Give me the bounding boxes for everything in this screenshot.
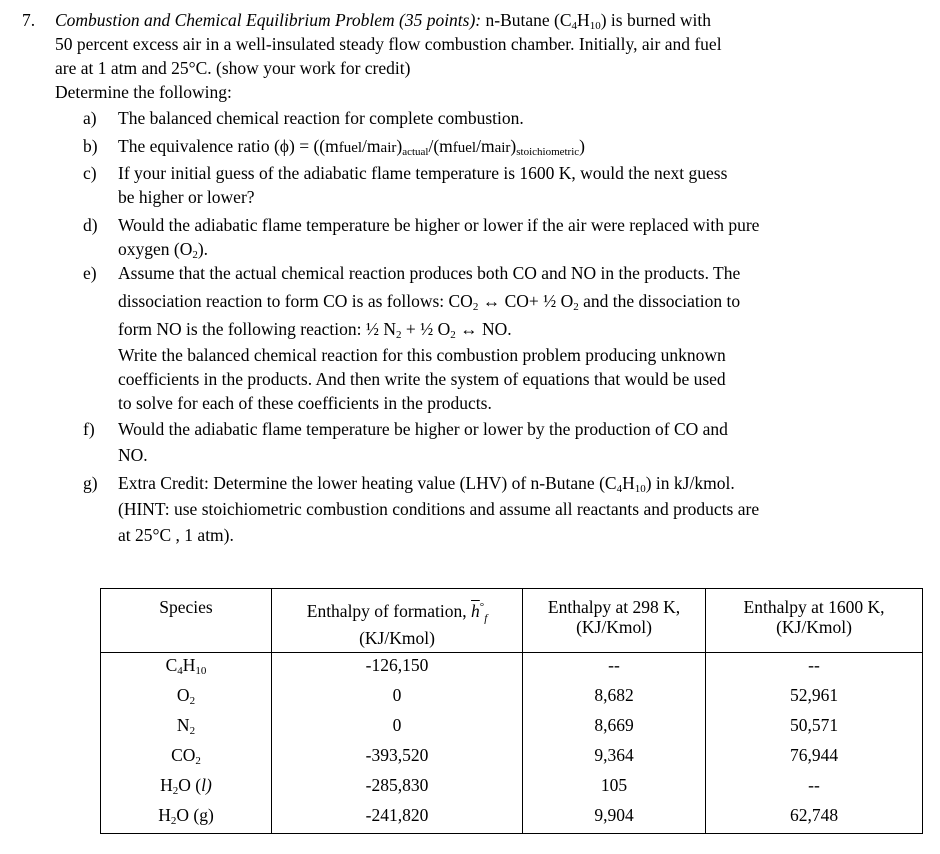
- item-e-line-3: form NO is the following reaction: ½ $N_2$ + ½ $O_2$ ↔ NO.: [118, 319, 512, 341]
- item-a-label: a): [83, 108, 97, 128]
- problem-heading: Combustion and Chemical Equilibrium Problem (35 points): n-Butane $(C_4H_{10})$ is burned with: [55, 10, 712, 32]
- item-d-label: d): [83, 215, 98, 235]
- item-d-line-1: Would the adiabatic flame temperature be higher or lower if the air were replaced with pure: [118, 215, 760, 235]
- table-row: [101, 743, 923, 773]
- item-e-label: e): [83, 263, 97, 283]
- species-cell: $O_2$: [101, 683, 272, 713]
- item-c-line-2: be higher or lower?: [118, 187, 255, 207]
- species-cell: $C_4H_{10}$: [101, 653, 272, 684]
- table-row: [101, 653, 923, 684]
- header-species: Species: [101, 589, 272, 653]
- h298-cell: 105: [523, 773, 706, 803]
- h1600-cell: 76,944: [706, 743, 923, 773]
- table-header-row: [101, 589, 923, 653]
- h1600-cell: 62,748: [706, 803, 923, 834]
- table-row: [101, 713, 923, 743]
- item-g-line-1: Extra Credit: Determine the lower heating value (LHV) of n-Butane $(C_4H_{10})$ in kJ/kmol.: [118, 473, 735, 495]
- species-cell: $H_2O$ (g): [101, 803, 272, 834]
- item-b-text: The equivalence ratio $(\phi) = ((mfuel/mair)_{actual}/(mfuel/mair)_{stoichiometric})$: [118, 136, 585, 158]
- h298-cell: 9,364: [523, 743, 706, 773]
- table-row: [101, 803, 923, 834]
- item-d-line-2: oxygen $(O_2)$.: [118, 239, 209, 261]
- table-row: [101, 773, 923, 803]
- species-cell: $H_2O$ (l): [101, 773, 272, 803]
- item-g-line-3: at 25°C , 1 atm).: [118, 525, 234, 545]
- intro-line-2: 50 percent excess air in a well-insulated steady flow combustion chamber. Initially, air and fuel: [55, 34, 722, 54]
- item-e-line-5: coefficients in the products. And then write the system of equations that would be used: [118, 369, 726, 389]
- item-e-line-2: dissociation reaction to form CO is as follows: $CO_2$ ↔ CO+ ½ $O_2$ and the dissociation to: [118, 291, 741, 313]
- header-formation: Enthalpy of formation, $\overline{h}^\circ_f$ (KJ/Kmol): [272, 589, 523, 653]
- h298-cell: 8,669: [523, 713, 706, 743]
- h298-cell: 9,904: [523, 803, 706, 834]
- item-g-line-2: (HINT: use stoichiometric combustion conditions and assume all reactants and products are: [118, 499, 760, 519]
- item-a-text: The balanced chemical reaction for complete combustion.: [118, 108, 524, 128]
- header-h298: Enthalpy at 298 K, (KJ/Kmol): [523, 589, 706, 653]
- hf-symbol: $\overline{h}$: [471, 600, 480, 621]
- formation-cell: -393,520: [272, 743, 523, 773]
- problem-number: 7.: [22, 10, 36, 30]
- formation-cell: -126,150: [272, 653, 523, 684]
- intro-line-3: are at 1 atm and 25°C. (show your work for credit): [55, 58, 411, 78]
- header-h1600: Enthalpy at 1600 K, (KJ/Kmol): [706, 589, 923, 653]
- item-c-line-1: If your initial guess of the adiabatic flame temperature is 1600 K, would the next guess: [118, 163, 728, 183]
- formation-cell: 0: [272, 683, 523, 713]
- h1600-cell: --: [706, 653, 923, 684]
- item-e-line-4: Write the balanced chemical reaction for this combustion problem producing unknown: [118, 345, 726, 365]
- item-e-line-6: to solve for each of these coefficients in the products.: [118, 393, 492, 413]
- h298-cell: 8,682: [523, 683, 706, 713]
- h1600-cell: 52,961: [706, 683, 923, 713]
- enthalpy-table: [100, 588, 923, 834]
- table-row: [101, 683, 923, 713]
- formation-cell: -285,830: [272, 773, 523, 803]
- item-f-line-2: NO.: [118, 445, 148, 465]
- item-c-label: c): [83, 163, 97, 183]
- h1600-cell: 50,571: [706, 713, 923, 743]
- formation-cell: 0: [272, 713, 523, 743]
- determine-heading: Determine the following:: [55, 82, 232, 102]
- item-g-label: g): [83, 473, 98, 493]
- h1600-cell: --: [706, 773, 923, 803]
- item-b-label: b): [83, 136, 98, 156]
- formation-cell: -241,820: [272, 803, 523, 834]
- species-cell: $N_2$: [101, 713, 272, 743]
- item-f-line-1: Would the adiabatic flame temperature be higher or lower by the production of CO and: [118, 419, 728, 439]
- item-e-line-1: Assume that the actual chemical reaction produces both CO and NO in the products. The: [118, 263, 741, 283]
- item-f-label: f): [83, 419, 95, 439]
- problem-title: Combustion and Chemical Equilibrium Problem (35 points):: [55, 10, 482, 30]
- species-cell: $CO_2$: [101, 743, 272, 773]
- h298-cell: --: [523, 653, 706, 684]
